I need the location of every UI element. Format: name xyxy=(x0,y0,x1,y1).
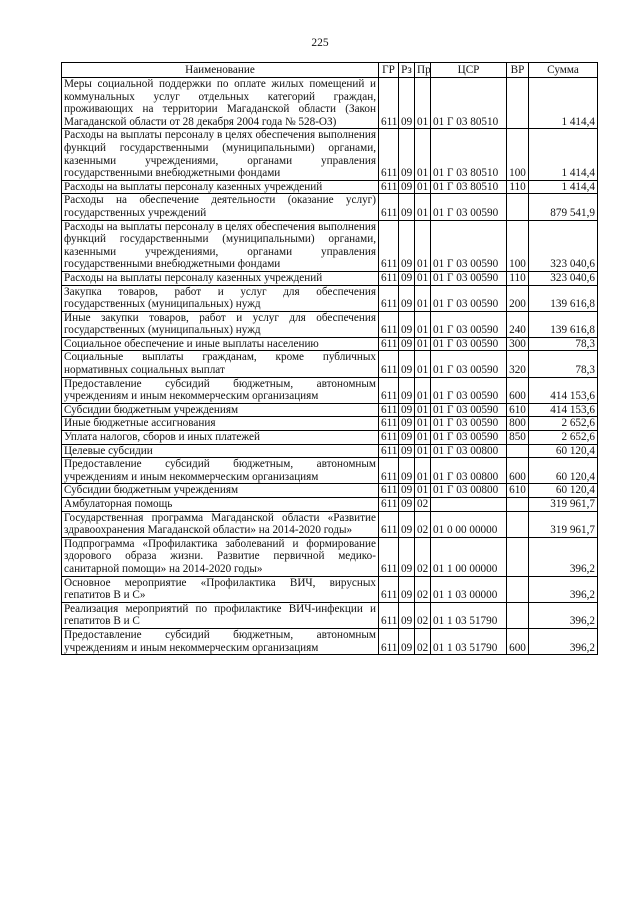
row-csr-cell: 01 Г 03 00800 xyxy=(431,444,507,458)
row-csr-cell: 01 1 03 51790 xyxy=(431,628,507,654)
column-header-csr: ЦСР xyxy=(431,63,507,78)
row-vr-cell: 240 xyxy=(507,311,529,337)
table-row xyxy=(62,417,598,431)
row-name-cell: Подпрограмма «Профилактика заболеваний и формирование здорового образа жизни. Развитие первичной медико-санитарной помощи» на 2014-2020 годы» xyxy=(62,537,379,576)
row-rz-cell: 09 xyxy=(399,498,415,512)
row-pr-cell: 01 xyxy=(415,403,431,417)
row-gr-cell: 611 xyxy=(379,220,399,271)
row-sum-cell: 60 120,4 xyxy=(529,458,598,484)
table-row xyxy=(62,484,598,498)
row-csr-cell xyxy=(431,498,507,512)
row-name-cell: Расходы на выплаты персоналу казенных учреждений xyxy=(62,180,379,194)
row-gr-cell: 611 xyxy=(379,417,399,431)
column-header-pr: Пр xyxy=(415,63,431,78)
row-pr-cell: 01 xyxy=(415,194,431,220)
row-sum-cell: 2 652,6 xyxy=(529,431,598,445)
row-pr-cell: 01 xyxy=(415,377,431,403)
row-gr-cell: 611 xyxy=(379,351,399,377)
table-row xyxy=(62,537,598,576)
row-sum-cell: 396,2 xyxy=(529,537,598,576)
row-sum-cell: 879 541,9 xyxy=(529,194,598,220)
row-csr-cell: 01 1 03 00000 xyxy=(431,576,507,602)
row-rz-cell: 09 xyxy=(399,337,415,351)
row-name-cell: Целевые субсидии xyxy=(62,444,379,458)
row-csr-cell: 01 Г 03 00590 xyxy=(431,337,507,351)
row-gr-cell: 611 xyxy=(379,628,399,654)
row-pr-cell: 01 xyxy=(415,444,431,458)
row-rz-cell: 09 xyxy=(399,78,415,129)
row-rz-cell: 09 xyxy=(399,220,415,271)
row-rz-cell: 09 xyxy=(399,285,415,311)
row-pr-cell: 01 xyxy=(415,129,431,180)
row-vr-cell: 110 xyxy=(507,180,529,194)
row-vr-cell: 320 xyxy=(507,351,529,377)
row-vr-cell xyxy=(507,576,529,602)
row-gr-cell: 611 xyxy=(379,129,399,180)
row-name-cell: Закупка товаров, работ и услуг для обеспечения государственных (муниципальных) нужд xyxy=(62,285,379,311)
row-name-cell: Субсидии бюджетным учреждениям xyxy=(62,403,379,417)
row-sum-cell: 78,3 xyxy=(529,337,598,351)
row-rz-cell: 09 xyxy=(399,403,415,417)
row-csr-cell: 01 Г 03 00590 xyxy=(431,311,507,337)
row-name-cell: Реализация мероприятий по профилактике ВИЧ-инфекции и гепатитов В и С xyxy=(62,602,379,628)
table-row xyxy=(62,351,598,377)
row-sum-cell: 60 120,4 xyxy=(529,444,598,458)
row-pr-cell: 02 xyxy=(415,511,431,537)
column-header-rz: Рз xyxy=(399,63,415,78)
table-row xyxy=(62,337,598,351)
row-pr-cell: 02 xyxy=(415,537,431,576)
row-sum-cell: 319 961,7 xyxy=(529,511,598,537)
table-row xyxy=(62,78,598,129)
row-sum-cell: 139 616,8 xyxy=(529,285,598,311)
row-vr-cell: 800 xyxy=(507,417,529,431)
row-csr-cell: 01 Г 03 00590 xyxy=(431,403,507,417)
row-pr-cell: 01 xyxy=(415,285,431,311)
row-pr-cell: 01 xyxy=(415,417,431,431)
table-row xyxy=(62,576,598,602)
row-name-cell: Предоставление субсидий бюджетным, автономным учреждениям и иным некоммерческим организациям xyxy=(62,628,379,654)
row-pr-cell: 01 xyxy=(415,220,431,271)
row-name-cell: Меры социальной поддержки по оплате жилых помещений и коммунальных услуг отдельных категорий граждан, проживающих на территории Магаданской области (Закон Магаданской области от 28 декабря 2004 года № 528-ОЗ) xyxy=(62,78,379,129)
row-csr-cell: 01 Г 03 00590 xyxy=(431,220,507,271)
row-name-cell: Расходы на обеспечение деятельности (оказание услуг) государственных учреждений xyxy=(62,194,379,220)
row-name-cell: Субсидии бюджетным учреждениям xyxy=(62,484,379,498)
row-name-cell: Социальные выплаты гражданам, кроме публичных нормативных социальных выплат xyxy=(62,351,379,377)
row-csr-cell: 01 Г 03 80510 xyxy=(431,129,507,180)
row-name-cell: Основное мероприятие «Профилактика ВИЧ, вирусных гепатитов В и С» xyxy=(62,576,379,602)
row-sum-cell: 1 414,4 xyxy=(529,180,598,194)
row-sum-cell: 139 616,8 xyxy=(529,311,598,337)
row-pr-cell: 01 xyxy=(415,351,431,377)
row-sum-cell: 1 414,4 xyxy=(529,129,598,180)
row-csr-cell: 01 Г 03 00590 xyxy=(431,417,507,431)
row-vr-cell xyxy=(507,194,529,220)
row-rz-cell: 09 xyxy=(399,576,415,602)
row-csr-cell: 01 Г 03 00590 xyxy=(431,285,507,311)
row-sum-cell: 2 652,6 xyxy=(529,417,598,431)
row-name-cell: Иные бюджетные ассигнования xyxy=(62,417,379,431)
row-pr-cell: 02 xyxy=(415,576,431,602)
row-vr-cell: 610 xyxy=(507,484,529,498)
row-rz-cell: 09 xyxy=(399,458,415,484)
table-row xyxy=(62,628,598,654)
row-pr-cell: 01 xyxy=(415,458,431,484)
row-pr-cell: 02 xyxy=(415,628,431,654)
table-body xyxy=(62,78,598,655)
page-number: 225 xyxy=(311,37,329,49)
row-gr-cell: 611 xyxy=(379,180,399,194)
table-row xyxy=(62,458,598,484)
row-gr-cell: 611 xyxy=(379,458,399,484)
row-name-cell: Иные закупки товаров, работ и услуг для обеспечения государственных (муниципальных) нужд xyxy=(62,311,379,337)
row-csr-cell: 01 Г 03 00590 xyxy=(431,271,507,285)
column-header-sum: Сумма xyxy=(529,63,598,78)
row-rz-cell: 09 xyxy=(399,194,415,220)
row-name-cell: Расходы на выплаты персоналу в целях обеспечения выполнения функций государственными (муниципальными) органами, казенными учреждениями, органами управления государственными внебюджетными фондами xyxy=(62,129,379,180)
row-csr-cell: 01 Г 03 00590 xyxy=(431,351,507,377)
table-row xyxy=(62,602,598,628)
row-vr-cell: 600 xyxy=(507,628,529,654)
column-header-gr: ГР xyxy=(379,63,399,78)
row-rz-cell: 09 xyxy=(399,511,415,537)
table-row xyxy=(62,431,598,445)
row-name-cell: Уплата налогов, сборов и иных платежей xyxy=(62,431,379,445)
row-vr-cell: 100 xyxy=(507,220,529,271)
row-rz-cell: 09 xyxy=(399,417,415,431)
row-rz-cell: 09 xyxy=(399,351,415,377)
row-csr-cell: 01 Г 03 00590 xyxy=(431,377,507,403)
row-vr-cell: 850 xyxy=(507,431,529,445)
row-name-cell: Расходы на выплаты персоналу в целях обеспечения выполнения функций государственными (муниципальными) органами, казенными учреждениями, органами управления государственными внебюджетными фондами xyxy=(62,220,379,271)
row-sum-cell: 323 040,6 xyxy=(529,271,598,285)
row-csr-cell: 01 Г 03 00590 xyxy=(431,194,507,220)
row-pr-cell: 01 xyxy=(415,180,431,194)
row-rz-cell: 09 xyxy=(399,602,415,628)
row-vr-cell xyxy=(507,444,529,458)
row-gr-cell: 611 xyxy=(379,377,399,403)
table-row xyxy=(62,180,598,194)
row-vr-cell: 100 xyxy=(507,129,529,180)
row-sum-cell: 323 040,6 xyxy=(529,220,598,271)
row-pr-cell: 01 xyxy=(415,271,431,285)
row-sum-cell: 60 120,4 xyxy=(529,484,598,498)
row-sum-cell: 78,3 xyxy=(529,351,598,377)
row-vr-cell xyxy=(507,602,529,628)
row-vr-cell: 600 xyxy=(507,377,529,403)
table-header-row xyxy=(62,63,598,78)
row-gr-cell: 611 xyxy=(379,444,399,458)
table-row xyxy=(62,220,598,271)
table-row xyxy=(62,377,598,403)
row-pr-cell: 01 xyxy=(415,337,431,351)
table-row xyxy=(62,403,598,417)
row-rz-cell: 09 xyxy=(399,311,415,337)
row-sum-cell: 396,2 xyxy=(529,602,598,628)
table-row xyxy=(62,498,598,512)
column-header-name: Наименование xyxy=(62,63,379,78)
row-gr-cell: 611 xyxy=(379,311,399,337)
row-pr-cell: 02 xyxy=(415,498,431,512)
row-vr-cell: 200 xyxy=(507,285,529,311)
row-vr-cell: 600 xyxy=(507,458,529,484)
table-row xyxy=(62,194,598,220)
row-rz-cell: 09 xyxy=(399,271,415,285)
row-gr-cell: 611 xyxy=(379,78,399,129)
row-rz-cell: 09 xyxy=(399,129,415,180)
row-sum-cell: 1 414,4 xyxy=(529,78,598,129)
row-name-cell: Предоставление субсидий бюджетным, автономным учреждениям и иным некоммерческим организациям xyxy=(62,377,379,403)
row-pr-cell: 01 xyxy=(415,484,431,498)
row-name-cell: Предоставление субсидий бюджетным, автономным учреждениям и иным некоммерческим организациям xyxy=(62,458,379,484)
row-gr-cell: 611 xyxy=(379,511,399,537)
row-sum-cell: 414 153,6 xyxy=(529,377,598,403)
row-vr-cell: 300 xyxy=(507,337,529,351)
row-csr-cell: 01 Г 03 00590 xyxy=(431,431,507,445)
row-vr-cell xyxy=(507,78,529,129)
table-row xyxy=(62,511,598,537)
row-gr-cell: 611 xyxy=(379,576,399,602)
row-gr-cell: 611 xyxy=(379,498,399,512)
table-row xyxy=(62,311,598,337)
row-csr-cell: 01 1 00 00000 xyxy=(431,537,507,576)
row-rz-cell: 09 xyxy=(399,180,415,194)
row-csr-cell: 01 Г 03 80510 xyxy=(431,180,507,194)
row-rz-cell: 09 xyxy=(399,444,415,458)
row-vr-cell xyxy=(507,511,529,537)
row-pr-cell: 01 xyxy=(415,311,431,337)
row-csr-cell: 01 0 00 00000 xyxy=(431,511,507,537)
table-row xyxy=(62,271,598,285)
row-csr-cell: 01 Г 03 00800 xyxy=(431,458,507,484)
row-gr-cell: 611 xyxy=(379,602,399,628)
row-name-cell: Расходы на выплаты персоналу казенных учреждений xyxy=(62,271,379,285)
table-row xyxy=(62,285,598,311)
row-pr-cell: 02 xyxy=(415,602,431,628)
row-gr-cell: 611 xyxy=(379,194,399,220)
row-gr-cell: 611 xyxy=(379,484,399,498)
row-csr-cell: 01 Г 03 80510 xyxy=(431,78,507,129)
row-name-cell: Социальное обеспечение и иные выплаты населению xyxy=(62,337,379,351)
row-sum-cell: 396,2 xyxy=(529,628,598,654)
row-sum-cell: 396,2 xyxy=(529,576,598,602)
row-vr-cell xyxy=(507,498,529,512)
row-gr-cell: 611 xyxy=(379,403,399,417)
row-vr-cell xyxy=(507,537,529,576)
row-vr-cell: 610 xyxy=(507,403,529,417)
table-row xyxy=(62,444,598,458)
row-gr-cell: 611 xyxy=(379,431,399,445)
row-sum-cell: 414 153,6 xyxy=(529,403,598,417)
row-rz-cell: 09 xyxy=(399,377,415,403)
row-rz-cell: 09 xyxy=(399,484,415,498)
row-pr-cell: 01 xyxy=(415,78,431,129)
row-rz-cell: 09 xyxy=(399,431,415,445)
row-sum-cell: 319 961,7 xyxy=(529,498,598,512)
table-row xyxy=(62,129,598,180)
row-csr-cell: 01 1 03 51790 xyxy=(431,602,507,628)
row-vr-cell: 110 xyxy=(507,271,529,285)
column-header-vr: ВР xyxy=(507,63,529,78)
row-name-cell: Государственная программа Магаданской области «Развитие здравоохранения Магаданской области» на 2014-2020 годы» xyxy=(62,511,379,537)
row-gr-cell: 611 xyxy=(379,271,399,285)
row-pr-cell: 01 xyxy=(415,431,431,445)
row-rz-cell: 09 xyxy=(399,537,415,576)
row-gr-cell: 611 xyxy=(379,537,399,576)
row-gr-cell: 611 xyxy=(379,337,399,351)
row-rz-cell: 09 xyxy=(399,628,415,654)
budget-table xyxy=(61,62,598,655)
row-csr-cell: 01 Г 03 00800 xyxy=(431,484,507,498)
row-gr-cell: 611 xyxy=(379,285,399,311)
row-name-cell: Амбулаторная помощь xyxy=(62,498,379,512)
